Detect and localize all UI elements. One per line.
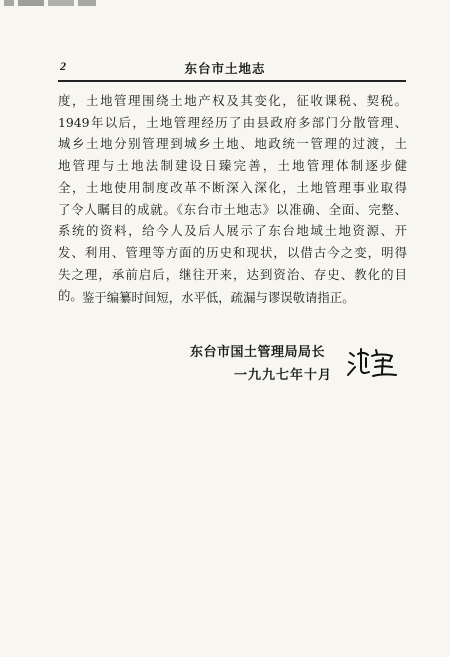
handwritten-signature	[346, 345, 400, 381]
header-rule	[58, 80, 406, 82]
body-line: 系统的资料，给今人及后人展示了东台地域土地资源、开	[58, 223, 407, 239]
body-line: 全，土地使用制度改革不断深入深化，土地管理事业取得	[58, 179, 407, 195]
body-line: 城乡土地分别管理到城乡土地、地政统一管理的过渡，土	[58, 136, 407, 152]
body-line: 1949年以后，土地管理经历了由县政府多部门分散管理、	[58, 114, 407, 130]
body-line: 失之理，承前启后，继往开来，达到资治、存史、教化的目	[58, 266, 407, 282]
body-line: 发、利用、管理等方面的历史和现状，以借古今之变，明得	[58, 244, 407, 260]
author-title: 东台市国土管理局局长	[190, 345, 326, 360]
scan-artifact	[4, 0, 96, 6]
page-number: 2	[60, 59, 66, 73]
body-line: 度，土地管理围绕土地产权及其变化，征收课税、契税。	[58, 93, 407, 108]
body-line: 了令人瞩目的成就。《东台市土地志》以准确、全面、完整、	[58, 201, 407, 217]
running-title: 东台市土地志	[184, 61, 266, 76]
body-line: 地管理与土地法制建设日臻完善，土地管理体制逐步健	[58, 158, 407, 174]
body-paragraph	[58, 90, 407, 307]
body-line: 的。	[58, 288, 83, 304]
date-line: 一九九七年十月	[234, 368, 333, 383]
closing-remark: 鉴于编纂时间短，水平低，疏漏与谬误敬请指正。	[82, 290, 355, 305]
